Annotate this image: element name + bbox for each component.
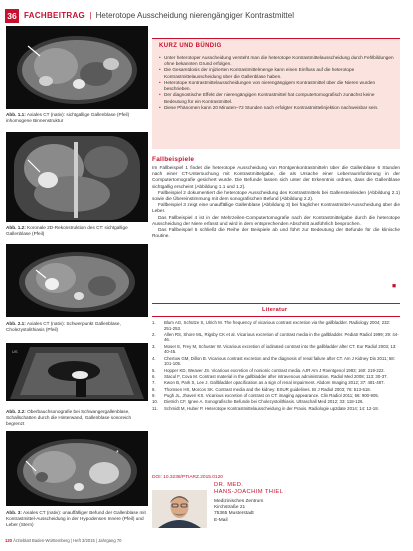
author-portrait-image: [152, 490, 207, 528]
figure-label: Abb. 2.1:: [6, 321, 26, 326]
ct-scan-axial-2: [6, 244, 148, 317]
reference-text: Moser E, Frey M, Schuster W. Vicarious excretion of iodinated contrast into the gallbladder after CT. Eur Radiol 2003; 13: 40-45.: [164, 343, 397, 355]
summary-item: • Heterotope Kontrastmittelausscheidungen von nierengängigem Kontrastmittel über die Nieren wurden beschrieben.: [159, 80, 395, 92]
reference-item: 7. Kwon B, Park S, Lee J. Gallbladder opacification as a sign of renal impairment. Abdom Imaging 2012; 37: 481-487.: [152, 380, 385, 386]
page-footer: [5, 538, 122, 543]
article-end-mark: ◼: [392, 284, 396, 289]
body-paragraph: Fallbeispiel 3 zeigt eine unauffällige Gallenblase (Abbildung 3) bei fraglicher Kontrastmittel-Ausscheidung über die Leber.: [152, 203, 400, 215]
figure-1-2-image: [6, 132, 148, 222]
reference-item: 8. Thomsen HS, Morcos SK. Contrast media and the kidney: ESUR guidelines. Br J Radiol 2003; 76: 513-518.: [152, 386, 371, 392]
figure-2-1-caption: [6, 321, 148, 333]
figure-label: Abb. 1.1:: [6, 112, 26, 117]
figure-1-1-caption: [6, 112, 148, 124]
page-number: 36: [5, 9, 19, 23]
reference-item: 1. Blum AG, Schütze S, Ulrich M. The frequency of vicarious contrast excretion via the gallbladder. Radiology 2004; 232: 251-253.: [152, 320, 391, 331]
doi-line: DOI: 10.3238/PTIARZ.2015.0120: [152, 475, 223, 480]
case-heading: Fallbeispiele: [152, 156, 195, 163]
reference-item: 6. Stacul F, Cova M. Contrast material in the gallbladder after intravenous administration. Radiol Med 2008; 113: 30-37.: [152, 373, 388, 379]
reference-text: Chertow GM, Dillon B. Vicarious contrast excretion and the diagnosis of renal failure after CT. Am J Kidney Dis 2011; 58: 101-105.: [164, 355, 395, 367]
summary-title: KURZ UND BÜNDIG: [159, 43, 222, 49]
ct-scan-coronal: [6, 132, 148, 222]
author-name: HANS-JOACHIM THIEL: [214, 489, 284, 495]
literature-divider-bottom: [152, 316, 400, 317]
reference-text: Hopper KD, Weaver JS. Vicarious excretion of nonionic contrast media. AJR Am J Roentgenol 1993; 160: 219-222.: [164, 367, 385, 373]
reference-item: 4. Chertow GM, Dillon B. Vicarious contrast excretion and the diagnosis of renal failure after CT. Am J Kidney Dis 2011; 58: 101-105.: [152, 355, 395, 367]
address-line: Medizinisches Zentrum: [214, 499, 264, 504]
body-paragraph: Fallbeispiel 2 dokumentiert die heterotope Ausscheidung des Kontrastmittels bei Gallensteinleiden (Abbildung 2.1) sowie die Übereinstimmung mit dem sonografischen Befund (Abbildung 2.2).: [152, 190, 400, 203]
author-address: [214, 499, 263, 524]
figure-label: Abb. 2.2:: [6, 409, 26, 414]
figure-caption-text: Oberbauchsonografie bei Schwangergallenblase, Schallschatten durch die Hinterwand, Gallenblase sonoreich begrenzt: [6, 409, 132, 427]
figure-caption-text: Axiales CT (nativ): sichtgallige Gallenblase (Pfeil) inhomogene Binnenstruktur: [6, 112, 130, 124]
summary-item: • Die Gesamtdosis der injizierten Kontrastmittelmenge kann einen Einfluss auf die heterotope Kontrastmittelausscheidung über die Gallenblase haben.: [159, 67, 395, 79]
reference-text: Thomsen HS, Morcos SK. Contrast media and the kidney: ESUR guidelines. Br J Radiol 2003; 76: 513-518.: [164, 386, 371, 392]
reference-item: 3. Moser E, Frey M, Schuster W. Vicarious excretion of iodinated contrast into the gallbladder after CT. Eur Radiol 2003; 13: 40-45.: [152, 343, 397, 355]
figure-caption-text: Axiales CT (nativ): Schwerpunkt Gallenblase, Cholezystolithiasis (Pfeil): [6, 321, 121, 333]
reference-item: 5. Hopper KD, Weaver JS. Vicarious excretion of nonionic contrast media. AJR Am J Roentgenol 1993; 160: 219-222.: [152, 367, 385, 373]
case-body: [152, 166, 400, 240]
figure-2-2-image: [6, 343, 148, 401]
reference-text: Allen RS, Shore ML, Rigsby CK et al. Vicarious excretion of contrast media in the gallbladder. Pediatr Radiol 1999; 29: 44-46.: [164, 331, 399, 343]
figure-caption-text: Koronale 2D-Rekonstruktion des CT: sichtgallige Gallenblase (Pfeil): [6, 225, 128, 237]
footer-page-number: 120: [5, 538, 12, 543]
author-title: DR. MED.: [214, 482, 244, 488]
reference-text: Stacul F, Cova M. Contrast material in the gallbladder after intravenous administration. Radiol Med 2008; 113: 30-37.: [164, 373, 388, 379]
author-photo: [152, 490, 207, 528]
svg-text:US: US: [12, 349, 18, 354]
body-paragraph: Das Fallbeispiel 4 ist in der Mehrzeilen-Computertomografie nach der Kontrastmittelgabe durch die heterotope Ausscheidung der Niere erfasst und wird in dem entsprechenden Abschnitt ausführlich besprochen.: [152, 215, 400, 227]
reference-text: Kwon B, Park S, Lee J. Gallbladder opacification as a sign of renal impairment. Abdom Imaging 2012; 37: 481-487.: [164, 380, 385, 386]
summary-item: • Unter heterotoper Ausscheidung versteht man die heterotope Kontrastmittelausscheidung durch Fehlbildungen ohne bekannten Grund erfolgen.: [159, 55, 395, 67]
figure-caption-text: Axiales CT (nativ): unauffälliger Befund der Gallenblase mit Kontrastmittel-Ausscheidung in der Hypodensen Innere (Pfeil) und Leber (Stern): [6, 510, 146, 528]
ct-scan-axial-3: [6, 431, 148, 506]
reference-list: [152, 320, 400, 412]
figure-label: Abb. 1.2:: [6, 225, 26, 230]
literature-divider: [152, 303, 400, 304]
address-line: Kirchstraße 21: [214, 505, 246, 511]
address-line: 75365 Musterstadt: [214, 511, 254, 517]
literature-heading: Literatur: [262, 307, 288, 313]
summary-item: • Der diagnostische Effekt der nierengängigen Kontrastmittel hat computertomografisch zunächst keine Bedeutung für ein Kontrastmittel.: [159, 92, 395, 104]
ultrasound-image: [6, 343, 148, 401]
reference-text: Blum AG, Schütze S, Ulrich M. The frequency of vicarious contrast excretion via the gallbladder. Radiology 2004; 232: 251-253.: [164, 320, 391, 331]
reference-text: Pugh JL, Jhaveri KS. Vicarious excretion of contrast on CT: imaging appearance. Clin Radiol 2011; 66: 900-905.: [164, 392, 379, 398]
figure-2-2-caption: [6, 409, 148, 428]
reference-item: 10. Dietrich CF, Ignee A. Sonografische Befunde bei Cholezystolithiasis. Ultraschall Med 2012; 33: 118-126.: [152, 399, 364, 405]
figure-1-1-image: [6, 26, 148, 109]
figure-1-2-caption: [6, 225, 148, 237]
ct-scan-axial-1: [6, 26, 148, 109]
figure-3-caption: [6, 510, 148, 529]
reference-item: 9. Pugh JL, Jhaveri KS. Vicarious excretion of contrast on CT: imaging appearance. Clin Radiol 2011; 66: 900-905.: [152, 392, 379, 398]
figure-label: Abb. 3:: [6, 510, 22, 515]
reference-text: Dietrich CF, Ignee A. Sonografische Befunde bei Cholezystolithiasis. Ultraschall Med 2012; 33: 118-126.: [164, 399, 364, 405]
summary-item: • Diese Phänomen kann 20 Minuten–72 Stunden nach erfolgter Kontrastmittelinjektion nachweisbar sein.: [159, 105, 395, 111]
email-label[interactable]: E-Mail: [214, 517, 228, 523]
article-title: Heterotope Ausscheidung nierengängiger Kontrastmittel: [95, 11, 294, 20]
header-separator: |: [89, 11, 92, 20]
summary-list: [159, 55, 395, 111]
reference-item: 11. Schmidt M, Huber P. Heterotope Kontrastmittelausscheidung in der Praxis. Radiologie up2date 2014; 14: 12-18.: [152, 405, 379, 411]
figure-2-1-image: [6, 244, 148, 317]
body-paragraph: Im Fallbeispiel 1 findet die heterotope Ausscheidung von Röntgenkontrastmitteln über die Gallenblase 6 Stunden nach einer CT-Untersuchung mit Kontrastmittelgabe, die als Ursache einer Leberraumforderung in der Computertomografie gesichert wurde. Die Befunde lassen sich unter der Erkenntnis ordnen, dass die Gallenblase sichtgallig erscheint (Abbildung 1.1 und 1.2).: [152, 166, 400, 190]
svg-text:*: *: [116, 450, 119, 457]
reference-item: 2. Allen RS, Shore ML, Rigsby CK et al. Vicarious excretion of contrast media in the gallbladder. Pediatr Radiol 1999; 29: 44-46.: [152, 331, 399, 343]
running-header: [24, 9, 294, 23]
section-label: FACHBEITRAG: [24, 11, 86, 20]
summary-box: [152, 38, 400, 149]
figure-3-image: [6, 431, 148, 506]
body-paragraph: Das Fallbeispiel 5 schließt die Reihe der Beispiele ab und führt zur Bedeutung der Befunde für die klinische Routine.: [152, 228, 400, 240]
footer-text: Ärzteblatt Baden-Württemberg | Heft 3/2015 | Jahrgang 70: [13, 538, 122, 543]
reference-text: Schmidt M, Huber P. Heterotope Kontrastmittelausscheidung in der Praxis. Radiologie up2date 2014; 14: 12-18.: [164, 405, 379, 411]
